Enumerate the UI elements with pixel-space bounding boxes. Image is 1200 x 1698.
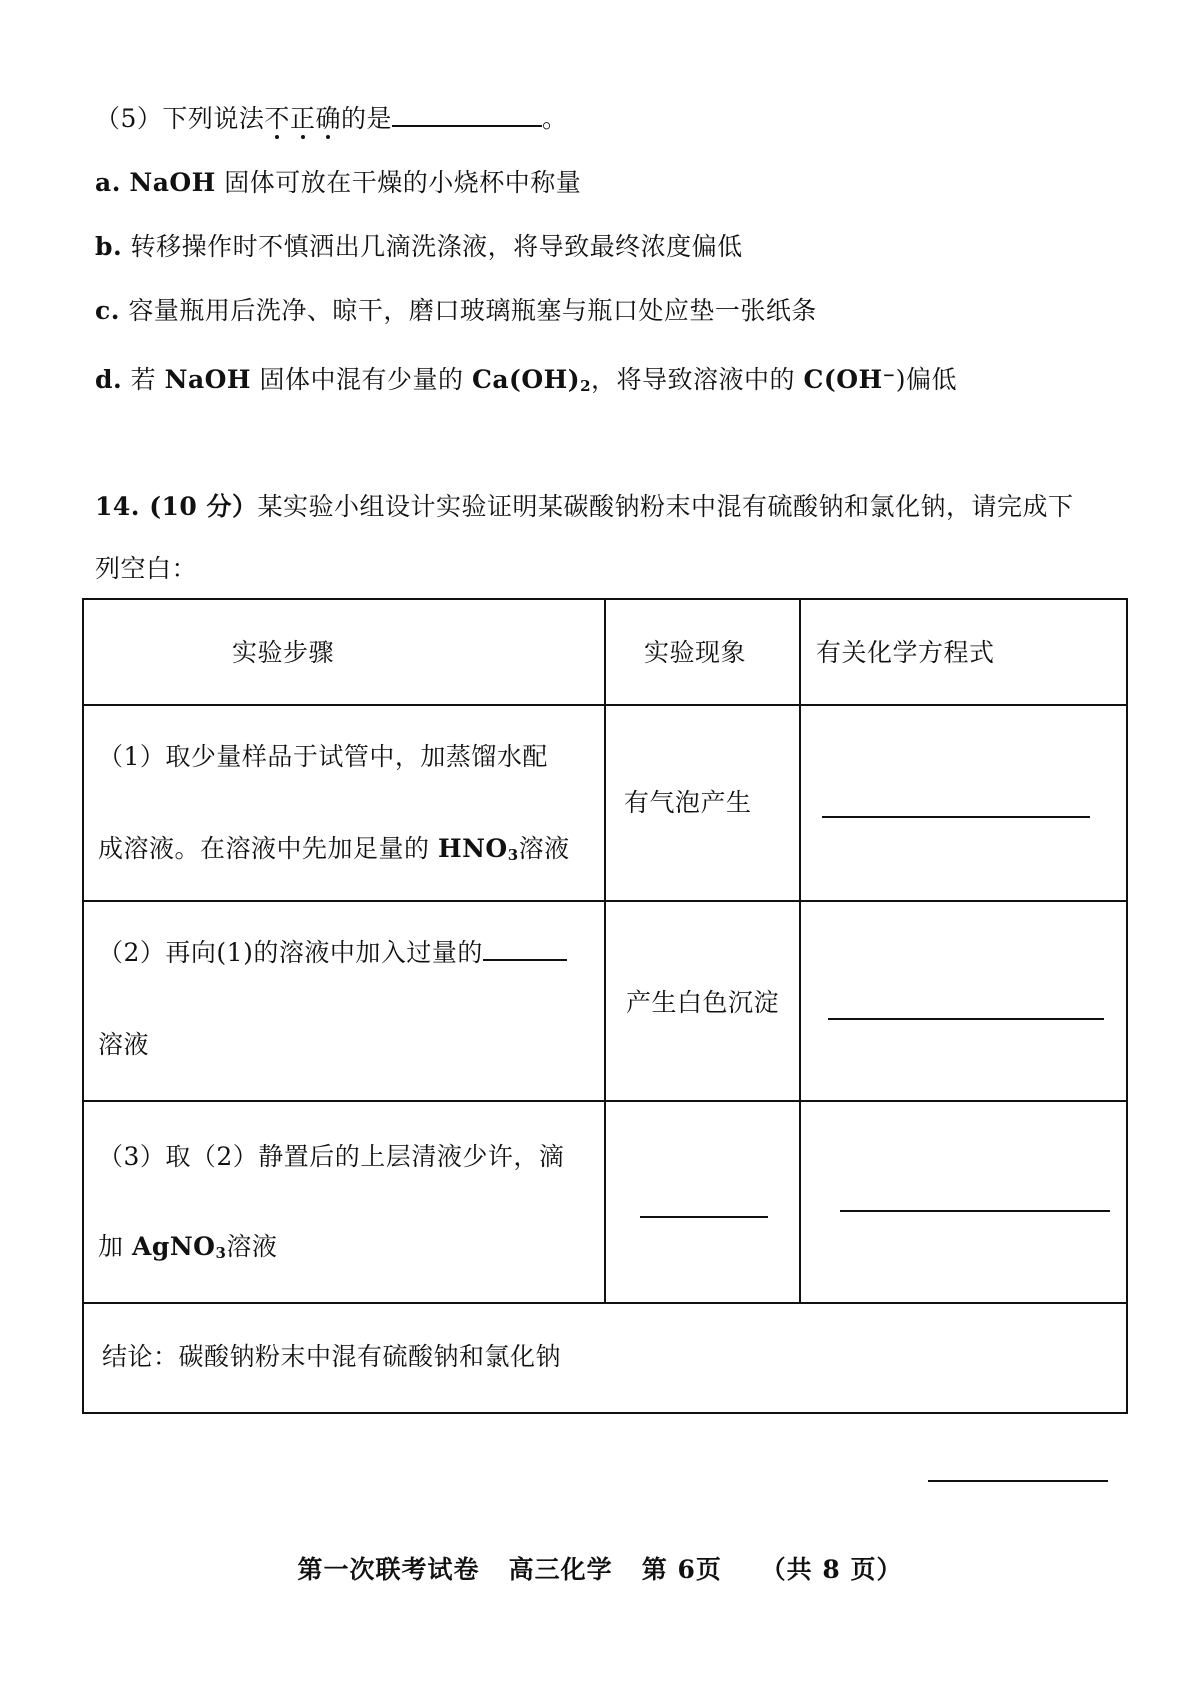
question-5-suffix: 的是: [340, 104, 392, 133]
page-footer: 第一次联考试卷 高三化学 第 6页 （共 8 页）: [297, 1555, 903, 1584]
row3-formula: AgNO: [131, 1232, 216, 1261]
row2-step-line1: [98, 936, 567, 970]
row1-formula-sub: 3: [507, 846, 519, 864]
emphasis-char-2: 正: [289, 104, 316, 133]
option-d-caoh: Ca(OH): [471, 365, 581, 394]
row3-equation-blank[interactable]: [840, 1210, 1110, 1212]
question-14-text: 某实验小组设计实验证明某碳酸钠粉末中混有硫酸钠和氯化钠，请完成下: [257, 492, 1074, 521]
question-14-line1: [95, 490, 1074, 524]
row-divider-4: [84, 1302, 1126, 1304]
row1-phenomenon: 有气泡产生: [624, 788, 752, 817]
row3-step-line2: [98, 1230, 277, 1270]
row3-formula-sub: 3: [215, 1244, 227, 1262]
answer-blank-q5[interactable]: [392, 103, 542, 127]
option-a-letter: a.: [95, 168, 121, 197]
col-divider-2: [799, 600, 801, 1302]
row2-reagent-blank[interactable]: [483, 937, 567, 961]
question-14-line2: [95, 552, 197, 586]
option-d-c: C(OH: [803, 365, 883, 394]
option-d: [95, 358, 957, 403]
row2-step-line2: 溶液: [98, 1030, 150, 1059]
header-steps: 实验步骤: [232, 638, 335, 667]
option-c: [95, 294, 817, 328]
row2-phenomenon: 产生白色沉淀: [626, 988, 780, 1017]
row3-step-line2-a: 加: [98, 1232, 132, 1261]
row1-equation-blank[interactable]: [822, 816, 1090, 818]
option-c-letter: c.: [95, 296, 120, 325]
option-d-mid: 固体中混有少量的: [251, 365, 472, 394]
decorative-rule: [928, 1480, 1108, 1482]
row3-step-line1: （3）取（2）静置后的上层清液少许，滴: [98, 1142, 565, 1171]
option-d-letter: d.: [95, 365, 123, 394]
question-14-text2: 列空白：: [95, 554, 198, 583]
option-d-post: ，将导致溶液中的: [591, 365, 804, 394]
option-b: [95, 230, 743, 264]
option-d-naoh: NaOH: [164, 365, 252, 394]
row3-step-line2-c: 溶液: [226, 1232, 278, 1261]
experiment-table: [82, 598, 1128, 1414]
emphasis-char-1: 不: [264, 104, 290, 133]
option-a-text: 固体可放在干燥的小烧杯中称量: [215, 168, 582, 197]
row1-step-line1: （1）取少量样品于试管中，加蒸馏水配: [98, 742, 548, 771]
header-phenomenon: 实验现象: [644, 638, 747, 667]
conclusion: 结论：碳酸钠粉末中混有硫酸钠和氯化钠: [102, 1342, 562, 1371]
question-14-number: 14. (10 分）: [95, 492, 258, 521]
row1-step-line2-c: 溶液: [518, 834, 570, 863]
row1-step-line2: [98, 832, 570, 872]
option-d-sup: −: [882, 366, 896, 384]
row2-step-text: （2）再向(1)的溶液中加入过量的: [98, 938, 483, 967]
header-equation: 有关化学方程式: [816, 638, 995, 667]
option-c-text: 容量瓶用后洗净、晾干，磨口玻璃瓶塞与瓶口处应垫一张纸条: [128, 296, 817, 325]
question-5-end: 。: [541, 104, 568, 133]
row1-step-line2-a: 成溶液。在溶液中先加足量的: [98, 834, 438, 863]
question-5: [95, 102, 568, 136]
row3-phenomenon-blank[interactable]: [640, 1216, 768, 1218]
option-d-pre: 若: [130, 365, 165, 394]
emphasis-char-3: 确: [315, 104, 341, 133]
option-a: [95, 166, 581, 200]
option-b-text: 转移操作时不慎洒出几滴洗涤液，将导致最终浓度偏低: [130, 232, 743, 261]
option-d-sub2: 2: [580, 377, 592, 395]
option-d-end: )偏低: [895, 365, 957, 394]
col-divider-1: [604, 600, 606, 1302]
row1-formula: HNO: [437, 834, 508, 863]
option-b-letter: b.: [95, 232, 123, 261]
option-a-formula: NaOH: [129, 168, 216, 197]
row2-equation-blank[interactable]: [828, 1018, 1104, 1020]
question-5-label: （5）下列说法: [95, 104, 265, 133]
